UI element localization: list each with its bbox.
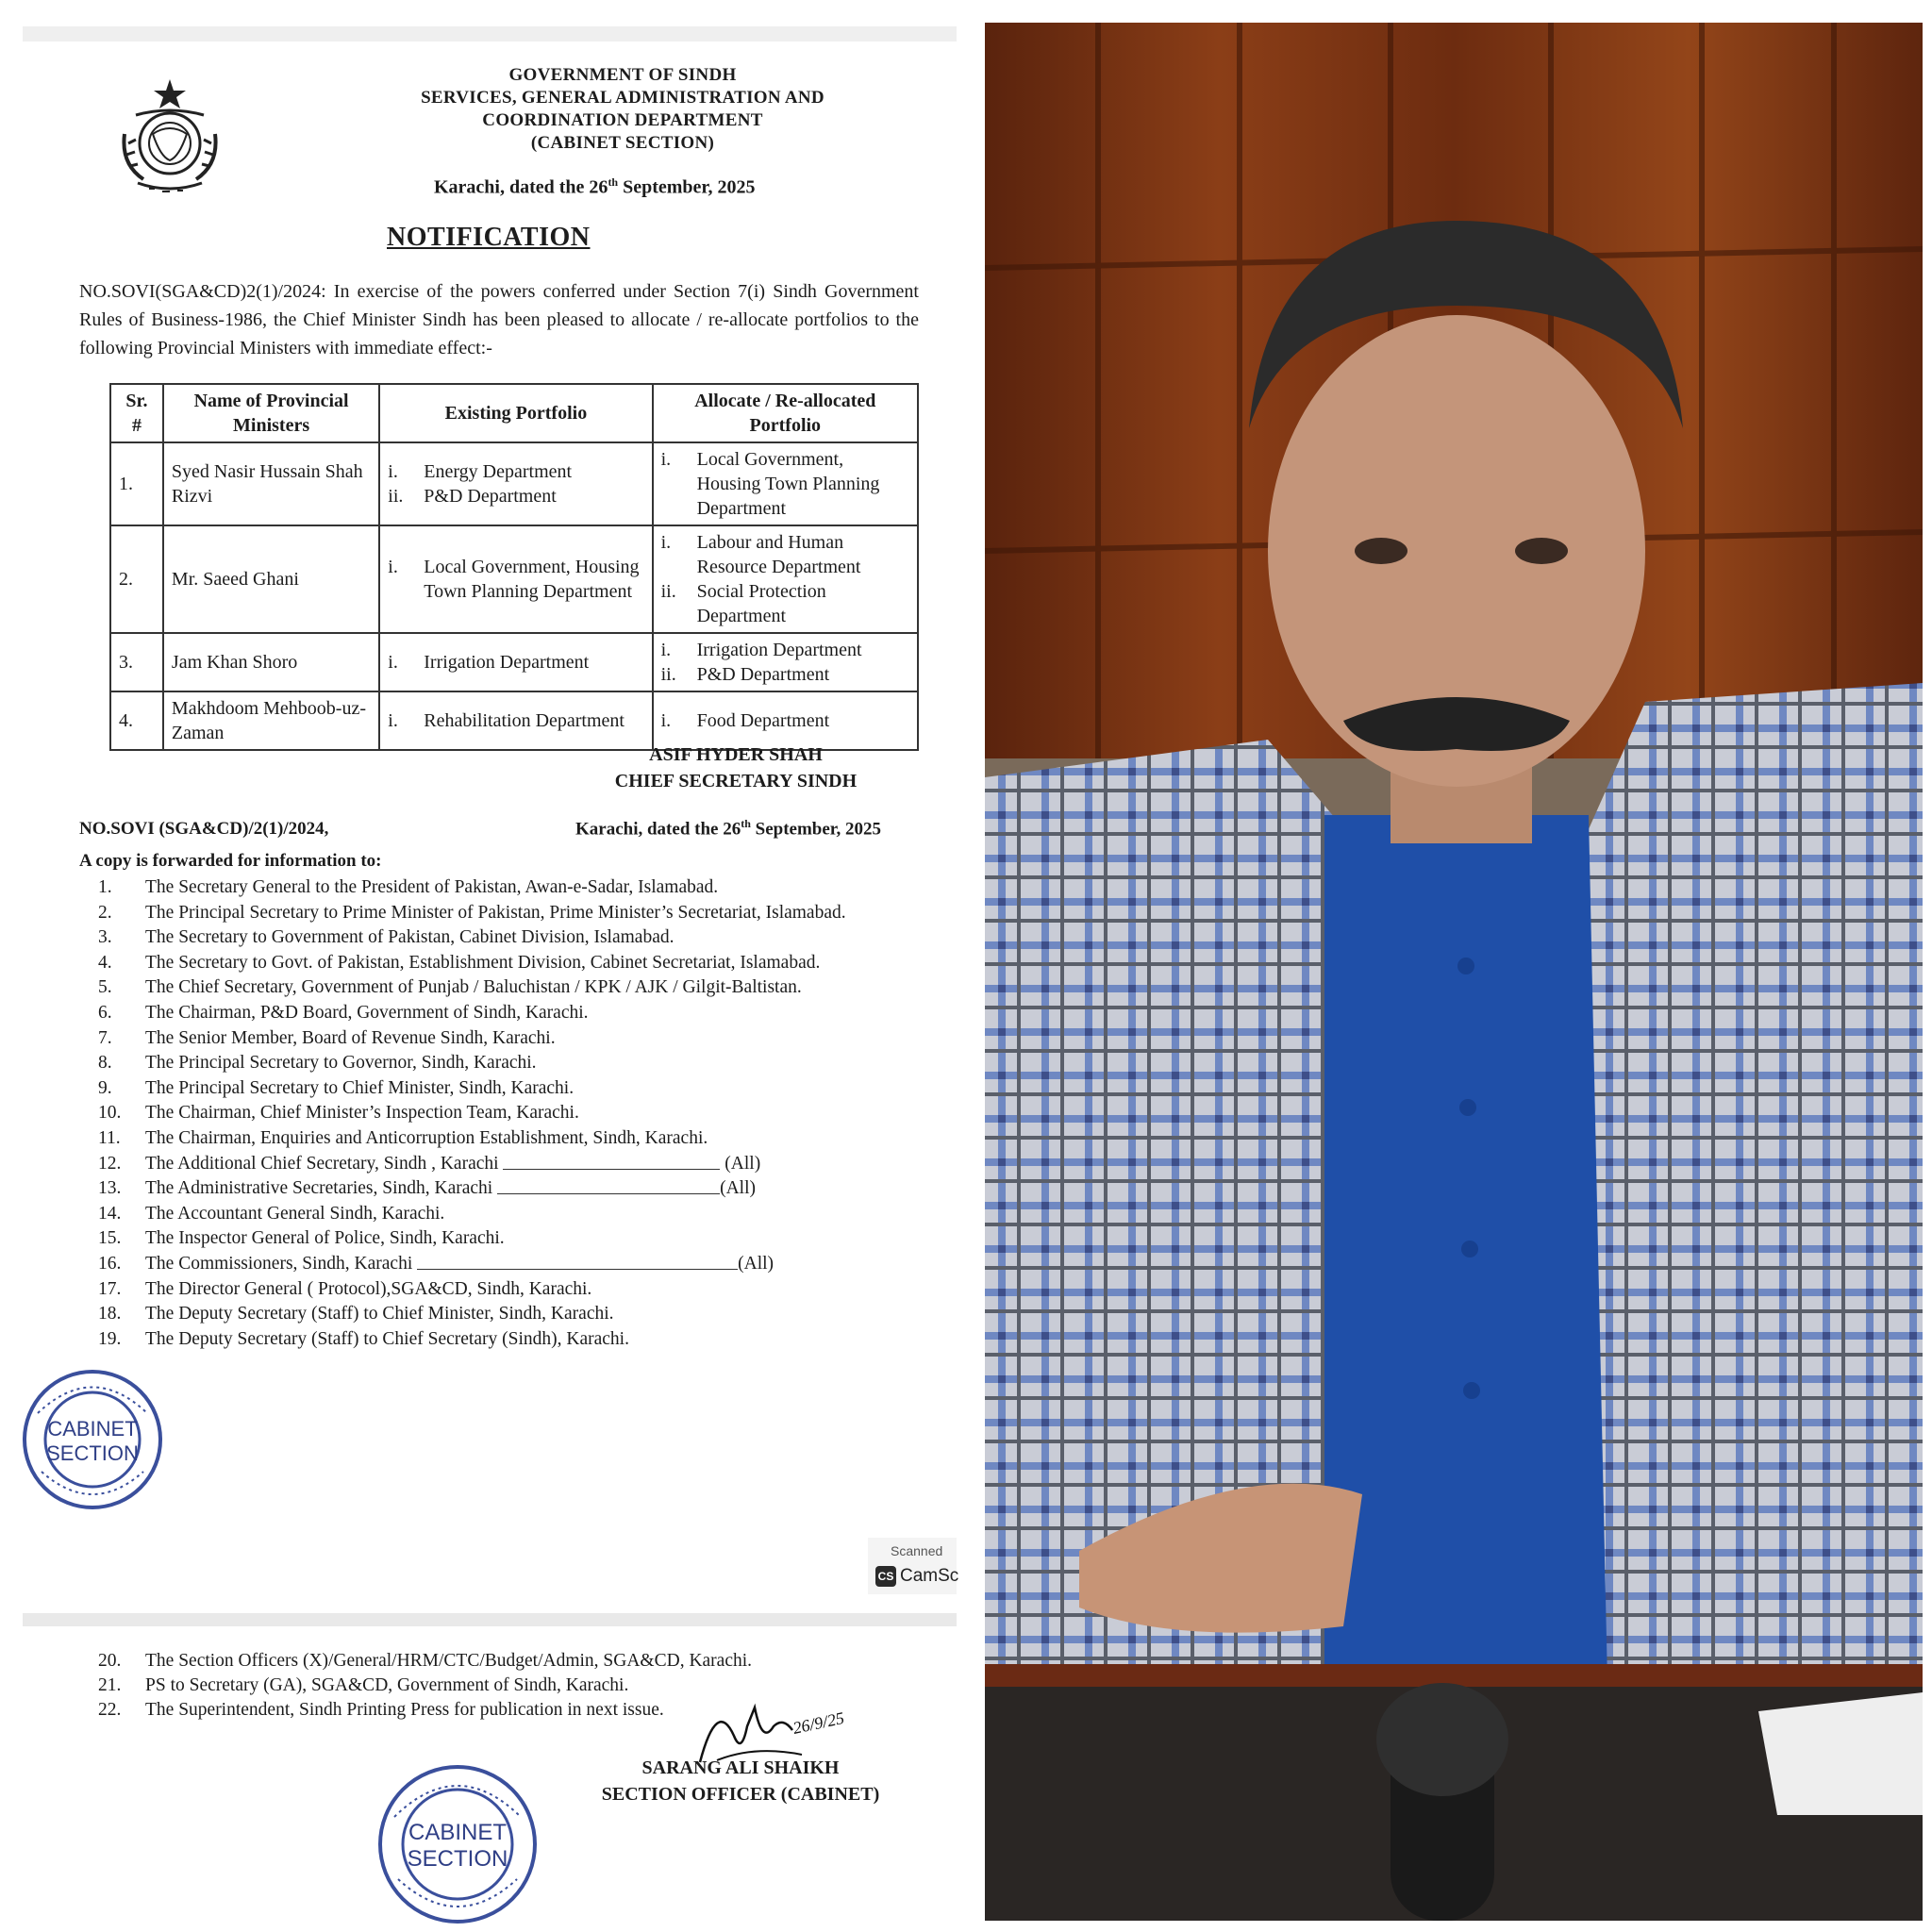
- allocated-portfolio: i. Food Department: [653, 691, 918, 750]
- notification-title: NOTIFICATION: [387, 223, 591, 252]
- copy-heading: A copy is forwarded for information to:: [79, 851, 382, 871]
- list-item: 11. The Chairman, Enquiries and Anticorruption Establishment, Sindh, Karachi.: [98, 1127, 708, 1148]
- header-line-4: (CABINET SECTION): [530, 133, 715, 153]
- svg-text:26/9/25: 26/9/25: [791, 1707, 846, 1738]
- row-sr: 4.: [110, 691, 163, 750]
- signatory-title: SECTION OFFICER (CABINET): [601, 1784, 880, 1805]
- svg-text:SECTION: SECTION: [46, 1441, 139, 1465]
- existing-portfolio: i. Local Government, Housing Town Planning Department: [379, 525, 652, 633]
- list-item: 13. The Administrative Secretaries, Sindh, Karachi (All): [98, 1178, 757, 1199]
- col-sr: Sr. #: [110, 384, 163, 442]
- svg-text:SECTION: SECTION: [407, 1846, 508, 1872]
- camscanner-logo-icon: CS: [875, 1566, 896, 1587]
- section-officer-signature-block: [575, 1755, 906, 1807]
- copy-date: Karachi, dated the 26th September, 2025: [575, 817, 881, 840]
- cabinet-section-stamp-icon: [19, 1366, 166, 1513]
- row-sr: 3.: [110, 633, 163, 691]
- minister-name: Mr. Saeed Ghani: [163, 525, 379, 633]
- list-item: 9. The Principal Secretary to Chief Minister, Sindh, Karachi.: [98, 1077, 575, 1098]
- list-item: 19. The Deputy Secretary (Staff) to Chief Secretary (Sindh), Karachi.: [98, 1328, 629, 1349]
- allocated-portfolio: i. Local Government, Housing Town Planning Department: [653, 442, 918, 525]
- col-allocated: Allocate / Re-allocated Portfolio: [653, 384, 918, 442]
- list-item: 21. PS to Secretary (GA), SGA&CD, Government of Sindh, Karachi.: [98, 1675, 629, 1695]
- header-line-1: GOVERNMENT OF SINDH: [508, 65, 737, 85]
- cabinet-section-stamp-icon: [374, 1760, 541, 1928]
- page-top-edge: [23, 26, 957, 42]
- table-row: [110, 633, 918, 691]
- recipient-list: [98, 875, 966, 1352]
- list-item: 8. The Principal Secretary to Governor, Sindh, Karachi.: [98, 1053, 537, 1074]
- notification-intro: NO.SOVI(SGA&CD)2(1)/2024: In exercise of the powers conferred under Section 7(i) Sindh Government Rules of Business-1986, the Chief Minister Sindh has been pleased to allocate / re-allocate portfolios to the following Provincial Ministers with immediate effect:-: [79, 281, 919, 358]
- allocated-portfolio: i. Labour and Human Resource Department ii. Social Protection Department: [653, 525, 918, 633]
- svg-text:CABINET: CABINET: [47, 1417, 138, 1441]
- list-item: 18. The Deputy Secretary (Staff) to Chief Minister, Sindh, Karachi.: [98, 1304, 614, 1324]
- table-row: [110, 525, 918, 633]
- list-item: 17. The Director General ( Protocol),SGA&CD, Sindh, Karachi.: [98, 1278, 592, 1299]
- list-item: 10. The Chairman, Chief Minister’s Inspection Team, Karachi.: [98, 1103, 579, 1124]
- minister-name: Syed Nasir Hussain Shah Rizvi: [163, 442, 379, 525]
- department-header: [377, 64, 868, 155]
- existing-portfolio: i. Energy Department ii. P&D Department: [379, 442, 652, 525]
- list-item: 3. The Secretary to Government of Pakistan, Cabinet Division, Islamabad.: [98, 927, 675, 948]
- header-line-3: COORDINATION DEPARTMENT: [482, 110, 763, 130]
- list-item: 4. The Secretary to Govt. of Pakistan, Establishment Division, Cabinet Secretariat, Islamabad.: [98, 952, 821, 973]
- government-emblem-icon: [115, 77, 225, 198]
- list-item: 15. The Inspector General of Police, Sindh, Karachi.: [98, 1228, 505, 1249]
- notification-date: Karachi, dated the 26th September, 2025: [434, 175, 756, 198]
- row-sr: 2.: [110, 525, 163, 633]
- minister-name: Makhdoom Mehboob-uz-Zaman: [163, 691, 379, 750]
- list-item: 2. The Principal Secretary to Prime Minister of Pakistan, Prime Minister’s Secretariat, Islamabad.: [98, 902, 846, 923]
- list-item: 7. The Senior Member, Board of Revenue Sindh, Karachi.: [98, 1027, 556, 1048]
- table-row: [110, 442, 918, 525]
- existing-portfolio: i. Rehabilitation Department: [379, 691, 652, 750]
- reference-number: NO.SOVI (SGA&CD)/2(1)/2024,: [79, 819, 329, 839]
- list-item: 22. The Superintendent, Sindh Printing Press for publication in next issue.: [98, 1700, 664, 1720]
- col-existing: Existing Portfolio: [379, 384, 652, 442]
- chief-secretary-signature-block: [566, 741, 906, 794]
- signatory-name: SARANG ALI SHAIKH: [641, 1757, 840, 1778]
- minister-photo: [985, 23, 1923, 1921]
- list-item: 20. The Section Officers (X)/General/HRM/CTC/Budget/Admin, SGA&CD, Karachi.: [98, 1651, 753, 1671]
- list-item: 1. The Secretary General to the President of Pakistan, Awan-e-Sadar, Islamabad.: [98, 877, 719, 897]
- row-sr: 1.: [110, 442, 163, 525]
- signatory-title: CHIEF SECRETARY SINDH: [614, 771, 858, 791]
- table-header-row: [110, 384, 918, 442]
- svg-text:CABINET: CABINET: [408, 1820, 508, 1845]
- camscanner-watermark: Scanned CS CamSc: [868, 1538, 957, 1594]
- header-line-2: SERVICES, GENERAL ADMINISTRATION AND: [421, 88, 824, 108]
- col-minister: Name of Provincial Ministers: [163, 384, 379, 442]
- allocated-portfolio: i. Irrigation Department ii. P&D Department: [653, 633, 918, 691]
- existing-portfolio: i. Irrigation Department: [379, 633, 652, 691]
- list-item: 14. The Accountant General Sindh, Karachi.: [98, 1203, 445, 1224]
- list-item: 12. The Additional Chief Secretary, Sindh , Karachi (All): [98, 1153, 761, 1174]
- minister-name: Jam Khan Shoro: [163, 633, 379, 691]
- list-item: 5. The Chief Secretary, Government of Punjab / Baluchistan / KPK / AJK / Gilgit-Baltistan.: [98, 977, 802, 998]
- portfolio-table: [109, 383, 919, 751]
- list-item: 16. The Commissioners, Sindh, Karachi (All): [98, 1253, 774, 1274]
- signatory-name: ASIF HYDER SHAH: [649, 744, 823, 765]
- list-item: 6. The Chairman, P&D Board, Government of Sindh, Karachi.: [98, 1002, 589, 1023]
